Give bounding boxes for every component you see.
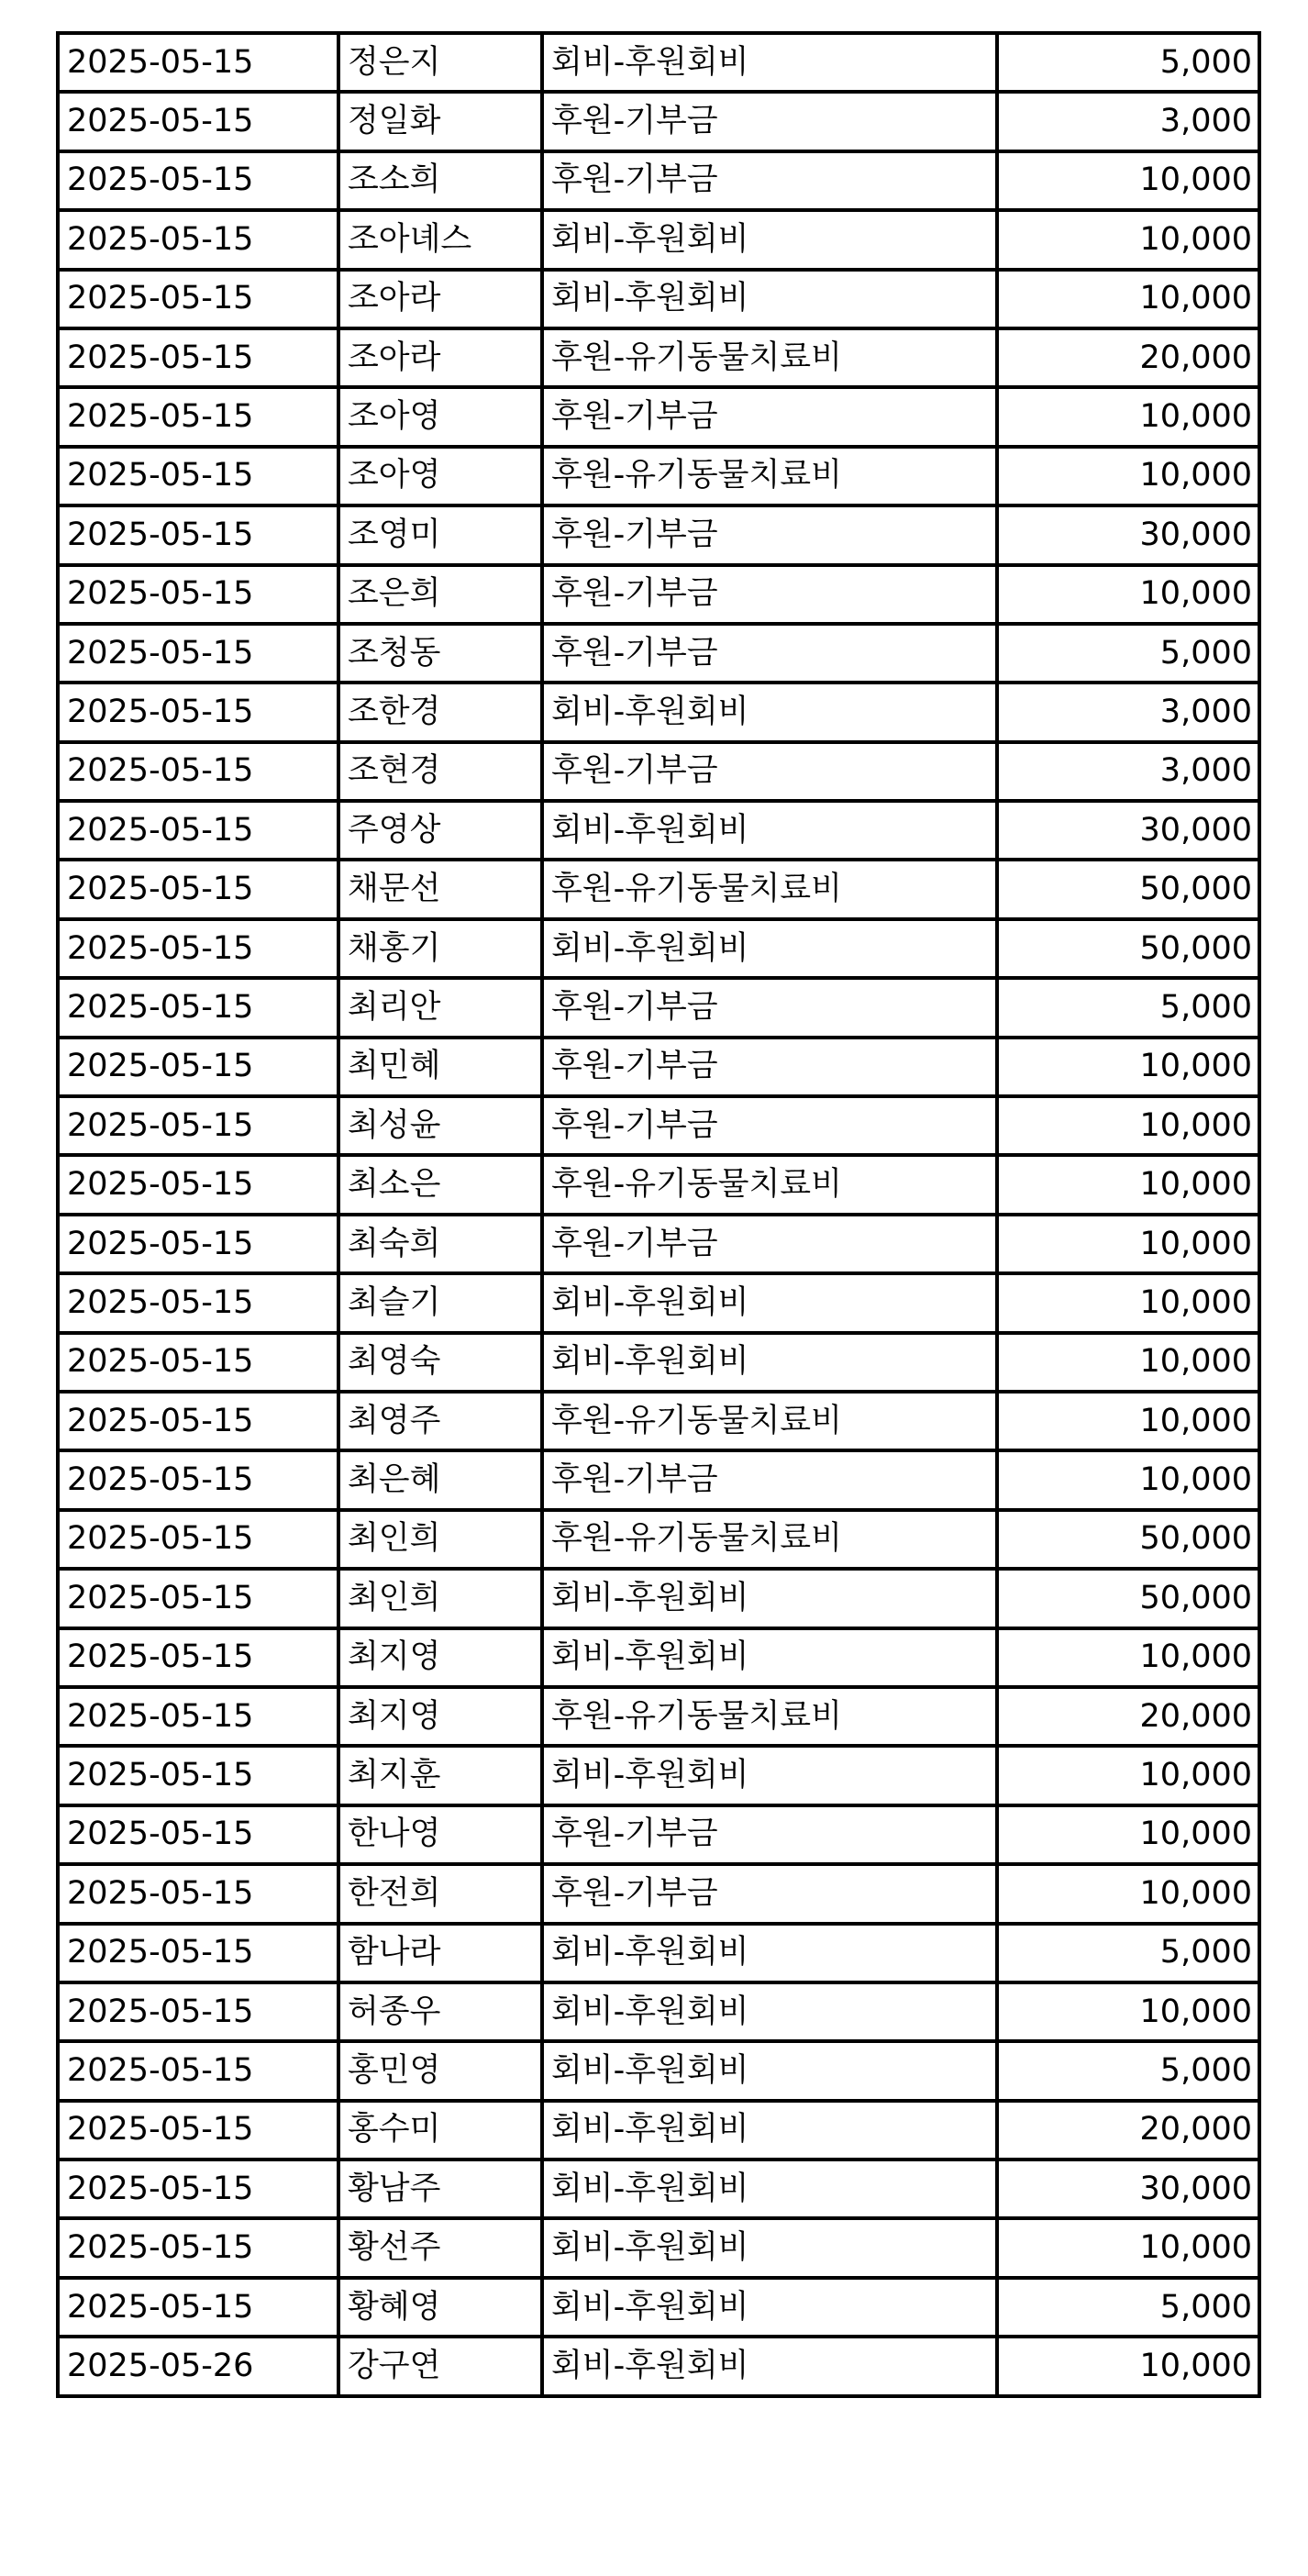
date-cell: 2025-05-15 <box>58 1215 338 1273</box>
table-row <box>58 1273 1259 1332</box>
name-cell: 조아녜스 <box>338 210 542 269</box>
table-row <box>58 1687 1259 1746</box>
amount-cell: 50,000 <box>997 860 1259 918</box>
category-cell: 회비-후원회비 <box>542 1273 997 1332</box>
category-cell: 후원-유기동물치료비 <box>542 447 997 505</box>
ledger-body <box>58 33 1259 2396</box>
category-cell: 회비-후원회비 <box>542 210 997 269</box>
category-cell: 회비-후원회비 <box>542 2101 997 2160</box>
name-cell: 조아영 <box>338 447 542 505</box>
table-row <box>58 683 1259 741</box>
date-cell: 2025-05-15 <box>58 505 338 564</box>
date-cell: 2025-05-15 <box>58 387 338 446</box>
table-row <box>58 1924 1259 1982</box>
date-cell: 2025-05-15 <box>58 270 338 328</box>
table-row <box>58 151 1259 210</box>
category-cell: 후원-기부금 <box>542 1096 997 1155</box>
category-cell: 후원-유기동물치료비 <box>542 1155 997 1214</box>
name-cell: 조아라 <box>338 328 542 387</box>
category-cell: 후원-기부금 <box>542 92 997 150</box>
table-row <box>58 447 1259 505</box>
table-row <box>58 919 1259 978</box>
table-row <box>58 2101 1259 2160</box>
amount-cell: 10,000 <box>997 1864 1259 1923</box>
date-cell: 2025-05-15 <box>58 1273 338 1332</box>
category-cell: 회비-후원회비 <box>542 1924 997 1982</box>
amount-cell: 5,000 <box>997 624 1259 683</box>
date-cell: 2025-05-15 <box>58 860 338 918</box>
date-cell: 2025-05-15 <box>58 2160 338 2218</box>
category-cell: 후원-기부금 <box>542 1450 997 1509</box>
category-cell: 회비-후원회비 <box>542 2218 997 2277</box>
category-cell: 후원-기부금 <box>542 1215 997 1273</box>
table-row <box>58 860 1259 918</box>
amount-cell: 5,000 <box>997 978 1259 1037</box>
table-row <box>58 1155 1259 1214</box>
amount-cell: 20,000 <box>997 328 1259 387</box>
name-cell: 최인희 <box>338 1510 542 1569</box>
table-row <box>58 387 1259 446</box>
category-cell: 후원-기부금 <box>542 1864 997 1923</box>
name-cell: 최지영 <box>338 1628 542 1687</box>
name-cell: 최성윤 <box>338 1096 542 1155</box>
amount-cell: 5,000 <box>997 2041 1259 2100</box>
date-cell: 2025-05-26 <box>58 2337 338 2395</box>
date-cell: 2025-05-15 <box>58 742 338 801</box>
date-cell: 2025-05-15 <box>58 1864 338 1923</box>
table-row <box>58 1510 1259 1569</box>
table-row <box>58 33 1259 92</box>
date-cell: 2025-05-15 <box>58 919 338 978</box>
date-cell: 2025-05-15 <box>58 1450 338 1509</box>
amount-cell: 10,000 <box>997 1215 1259 1273</box>
date-cell: 2025-05-15 <box>58 2278 338 2337</box>
name-cell: 최영주 <box>338 1392 542 1450</box>
table-row <box>58 978 1259 1037</box>
amount-cell: 10,000 <box>997 565 1259 624</box>
amount-cell: 10,000 <box>997 1333 1259 1392</box>
amount-cell: 3,000 <box>997 683 1259 741</box>
amount-cell: 10,000 <box>997 1096 1259 1155</box>
amount-cell: 10,000 <box>997 210 1259 269</box>
category-cell: 후원-기부금 <box>542 565 997 624</box>
date-cell: 2025-05-15 <box>58 801 338 860</box>
amount-cell: 10,000 <box>997 270 1259 328</box>
table-row <box>58 624 1259 683</box>
date-cell: 2025-05-15 <box>58 210 338 269</box>
table-row <box>58 1628 1259 1687</box>
category-cell: 회비-후원회비 <box>542 2337 997 2395</box>
amount-cell: 10,000 <box>997 1628 1259 1687</box>
table-row <box>58 270 1259 328</box>
category-cell: 회비-후원회비 <box>542 2041 997 2100</box>
name-cell: 정일화 <box>338 92 542 150</box>
category-cell: 후원-유기동물치료비 <box>542 1392 997 1450</box>
date-cell: 2025-05-15 <box>58 1687 338 1746</box>
table-row <box>58 1569 1259 1627</box>
date-cell: 2025-05-15 <box>58 92 338 150</box>
table-row <box>58 1982 1259 2041</box>
category-cell: 회비-후원회비 <box>542 2160 997 2218</box>
date-cell: 2025-05-15 <box>58 447 338 505</box>
table-row <box>58 505 1259 564</box>
amount-cell: 5,000 <box>997 1924 1259 1982</box>
name-cell: 황남주 <box>338 2160 542 2218</box>
name-cell: 황혜영 <box>338 2278 542 2337</box>
date-cell: 2025-05-15 <box>58 151 338 210</box>
table-row <box>58 1864 1259 1923</box>
amount-cell: 5,000 <box>997 2278 1259 2337</box>
category-cell: 회비-후원회비 <box>542 270 997 328</box>
table-row <box>58 2337 1259 2395</box>
table-row <box>58 1392 1259 1450</box>
date-cell: 2025-05-15 <box>58 1038 338 1096</box>
amount-cell: 10,000 <box>997 447 1259 505</box>
table-row <box>58 1805 1259 1864</box>
date-cell: 2025-05-15 <box>58 2041 338 2100</box>
date-cell: 2025-05-15 <box>58 328 338 387</box>
amount-cell: 10,000 <box>997 1450 1259 1509</box>
category-cell: 후원-기부금 <box>542 151 997 210</box>
name-cell: 홍민영 <box>338 2041 542 2100</box>
name-cell: 조현경 <box>338 742 542 801</box>
amount-cell: 10,000 <box>997 151 1259 210</box>
category-cell: 회비-후원회비 <box>542 1982 997 2041</box>
date-cell: 2025-05-15 <box>58 683 338 741</box>
amount-cell: 10,000 <box>997 2218 1259 2277</box>
name-cell: 조한경 <box>338 683 542 741</box>
table-row <box>58 1215 1259 1273</box>
amount-cell: 10,000 <box>997 1273 1259 1332</box>
amount-cell: 50,000 <box>997 1510 1259 1569</box>
amount-cell: 3,000 <box>997 742 1259 801</box>
name-cell: 최지영 <box>338 1687 542 1746</box>
date-cell: 2025-05-15 <box>58 2101 338 2160</box>
table-row <box>58 2160 1259 2218</box>
date-cell: 2025-05-15 <box>58 565 338 624</box>
name-cell: 조은희 <box>338 565 542 624</box>
category-cell: 회비-후원회비 <box>542 1333 997 1392</box>
category-cell: 회비-후원회비 <box>542 1628 997 1687</box>
name-cell: 최영숙 <box>338 1333 542 1392</box>
date-cell: 2025-05-15 <box>58 1924 338 1982</box>
table-row <box>58 328 1259 387</box>
amount-cell: 50,000 <box>997 1569 1259 1627</box>
category-cell: 회비-후원회비 <box>542 919 997 978</box>
date-cell: 2025-05-15 <box>58 1569 338 1627</box>
table-row <box>58 2278 1259 2337</box>
name-cell: 주영상 <box>338 801 542 860</box>
date-cell: 2025-05-15 <box>58 33 338 92</box>
amount-cell: 3,000 <box>997 92 1259 150</box>
table-row <box>58 742 1259 801</box>
table-row <box>58 1450 1259 1509</box>
category-cell: 후원-기부금 <box>542 978 997 1037</box>
date-cell: 2025-05-15 <box>58 1746 338 1804</box>
name-cell: 최소은 <box>338 1155 542 1214</box>
category-cell: 회비-후원회비 <box>542 1569 997 1627</box>
name-cell: 황선주 <box>338 2218 542 2277</box>
category-cell: 회비-후원회비 <box>542 2278 997 2337</box>
amount-cell: 30,000 <box>997 505 1259 564</box>
amount-cell: 10,000 <box>997 1746 1259 1804</box>
name-cell: 허종우 <box>338 1982 542 2041</box>
category-cell: 후원-기부금 <box>542 387 997 446</box>
category-cell: 후원-기부금 <box>542 624 997 683</box>
name-cell: 홍수미 <box>338 2101 542 2160</box>
date-cell: 2025-05-15 <box>58 1510 338 1569</box>
name-cell: 한전희 <box>338 1864 542 1923</box>
name-cell: 조소희 <box>338 151 542 210</box>
table-row <box>58 1333 1259 1392</box>
category-cell: 회비-후원회비 <box>542 801 997 860</box>
name-cell: 최슬기 <box>338 1273 542 1332</box>
date-cell: 2025-05-15 <box>58 1805 338 1864</box>
table-row <box>58 1038 1259 1096</box>
category-cell: 회비-후원회비 <box>542 683 997 741</box>
name-cell: 최리안 <box>338 978 542 1037</box>
amount-cell: 20,000 <box>997 2101 1259 2160</box>
name-cell: 최숙희 <box>338 1215 542 1273</box>
amount-cell: 10,000 <box>997 387 1259 446</box>
category-cell: 후원-유기동물치료비 <box>542 1687 997 1746</box>
category-cell: 후원-기부금 <box>542 1805 997 1864</box>
name-cell: 최지훈 <box>338 1746 542 1804</box>
date-cell: 2025-05-15 <box>58 1392 338 1450</box>
amount-cell: 10,000 <box>997 1392 1259 1450</box>
table-row <box>58 801 1259 860</box>
table-row <box>58 2218 1259 2277</box>
date-cell: 2025-05-15 <box>58 1096 338 1155</box>
amount-cell: 30,000 <box>997 801 1259 860</box>
category-cell: 후원-유기동물치료비 <box>542 860 997 918</box>
name-cell: 조아영 <box>338 387 542 446</box>
amount-cell: 10,000 <box>997 1155 1259 1214</box>
amount-cell: 5,000 <box>997 33 1259 92</box>
category-cell: 후원-유기동물치료비 <box>542 1510 997 1569</box>
amount-cell: 10,000 <box>997 1805 1259 1864</box>
table-row <box>58 565 1259 624</box>
donation-ledger-table <box>56 31 1261 2398</box>
name-cell: 최은혜 <box>338 1450 542 1509</box>
table-row <box>58 210 1259 269</box>
date-cell: 2025-05-15 <box>58 1155 338 1214</box>
amount-cell: 20,000 <box>997 1687 1259 1746</box>
amount-cell: 10,000 <box>997 1038 1259 1096</box>
date-cell: 2025-05-15 <box>58 1982 338 2041</box>
name-cell: 조청동 <box>338 624 542 683</box>
name-cell: 채홍기 <box>338 919 542 978</box>
amount-cell: 30,000 <box>997 2160 1259 2218</box>
name-cell: 함나라 <box>338 1924 542 1982</box>
amount-cell: 10,000 <box>997 1982 1259 2041</box>
amount-cell: 50,000 <box>997 919 1259 978</box>
category-cell: 회비-후원회비 <box>542 1746 997 1804</box>
table-row <box>58 1746 1259 1804</box>
category-cell: 후원-기부금 <box>542 742 997 801</box>
table-row <box>58 2041 1259 2100</box>
category-cell: 후원-유기동물치료비 <box>542 328 997 387</box>
name-cell: 최인희 <box>338 1569 542 1627</box>
name-cell: 최민혜 <box>338 1038 542 1096</box>
name-cell: 채문선 <box>338 860 542 918</box>
date-cell: 2025-05-15 <box>58 2218 338 2277</box>
date-cell: 2025-05-15 <box>58 624 338 683</box>
table-row <box>58 1096 1259 1155</box>
date-cell: 2025-05-15 <box>58 978 338 1037</box>
name-cell: 한나영 <box>338 1805 542 1864</box>
name-cell: 강구연 <box>338 2337 542 2395</box>
name-cell: 조아라 <box>338 270 542 328</box>
name-cell: 정은지 <box>338 33 542 92</box>
category-cell: 후원-기부금 <box>542 1038 997 1096</box>
amount-cell: 10,000 <box>997 2337 1259 2395</box>
category-cell: 후원-기부금 <box>542 505 997 564</box>
table-row <box>58 92 1259 150</box>
category-cell: 회비-후원회비 <box>542 33 997 92</box>
date-cell: 2025-05-15 <box>58 1333 338 1392</box>
date-cell: 2025-05-15 <box>58 1628 338 1687</box>
name-cell: 조영미 <box>338 505 542 564</box>
